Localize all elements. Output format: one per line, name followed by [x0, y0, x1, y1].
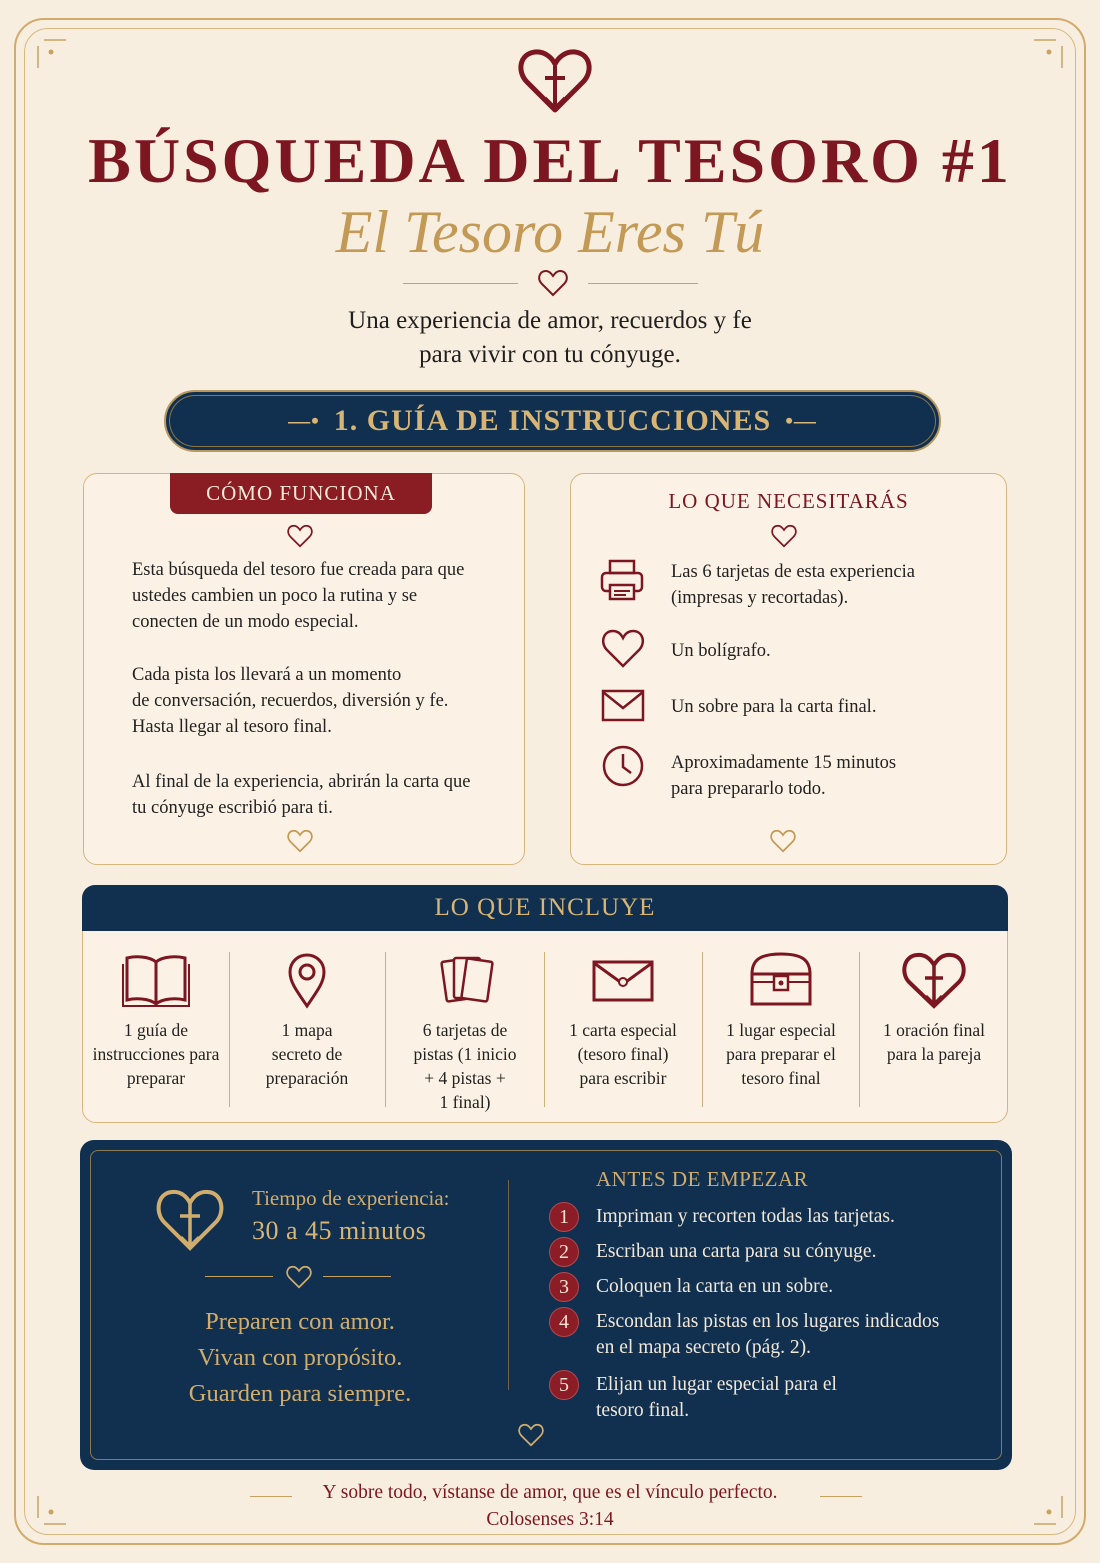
- how-it-works-tab: CÓMO FUNCIONA: [170, 473, 432, 514]
- motto-line: Guarden para siempre.: [188, 1380, 412, 1407]
- text-line: para escribir: [579, 1068, 667, 1088]
- heart-icon: [770, 829, 796, 857]
- section-banner: [164, 390, 941, 452]
- text-line: 1 carta especial: [569, 1020, 677, 1040]
- divider-line: [403, 283, 518, 284]
- heart-icon: [286, 1265, 312, 1293]
- text-line: 1 mapa: [281, 1020, 333, 1040]
- step-number-badge: 3: [549, 1272, 579, 1302]
- tagline-line: Una experiencia de amor, recuerdos y fe: [348, 307, 752, 334]
- divider-line: [205, 1276, 273, 1277]
- before-start-title: ANTES DE EMPEZAR: [596, 1167, 809, 1191]
- tagline-line: para vivir con tu cónyuge.: [419, 341, 681, 368]
- page-subtitle: El Tesoro Eres Tú: [335, 199, 765, 265]
- step-text: [596, 1309, 986, 1361]
- need-item: [671, 638, 971, 664]
- text-line: (impresas y recortadas).: [671, 588, 849, 608]
- step-text: [596, 1274, 986, 1300]
- column-divider: [229, 952, 230, 1107]
- motto-line: Preparen con amor.: [205, 1308, 395, 1335]
- letter-icon: [588, 950, 658, 1010]
- column-divider: [702, 952, 703, 1107]
- heart-icon: [287, 829, 313, 857]
- text-line: para la pareja: [886, 1044, 982, 1064]
- text-line: conecten de un modo especial.: [132, 612, 359, 632]
- included-item: [388, 950, 542, 1110]
- heart-icon: [771, 524, 797, 552]
- text-line: Elijan un lugar especial para el: [596, 1374, 837, 1395]
- text-line: Escondan las pistas en los lugares indicados: [596, 1311, 940, 1332]
- how-paragraph: [132, 769, 512, 821]
- text-line: de conversación, recuerdos, diversión y fe.: [132, 691, 449, 711]
- text-line: tesoro final.: [596, 1400, 690, 1421]
- need-item: [671, 559, 971, 611]
- text-line: instrucciones para: [92, 1044, 220, 1064]
- page-title: BÚSQUEDA DEL TESORO #1: [88, 125, 1012, 196]
- text-line: preparación: [265, 1068, 349, 1088]
- text-line: Las 6 tarjetas de esta experiencia: [671, 562, 915, 582]
- bible-verse: Y sobre todo, vístanse de amor, que es el vínculo perfecto.: [322, 1482, 778, 1503]
- corner-ornament-icon: [1034, 38, 1064, 68]
- text-line: 6 tarjetas de: [422, 1020, 508, 1040]
- included-item: [862, 950, 1006, 1110]
- step-text: [596, 1239, 986, 1265]
- divider-line: [820, 1496, 862, 1497]
- time-label: Tiempo de experiencia:: [252, 1186, 450, 1210]
- corner-ornament-icon: [36, 38, 66, 68]
- included-item: [546, 950, 700, 1110]
- step-number-badge: 2: [549, 1237, 579, 1267]
- text-line: en el mapa secreto (pág. 2).: [596, 1337, 811, 1358]
- step-number-badge: 1: [549, 1202, 579, 1232]
- heart-icon: [518, 1423, 544, 1451]
- column-divider: [385, 952, 386, 1107]
- text-line: 1 oración final: [882, 1020, 986, 1040]
- envelope-icon: [600, 683, 646, 733]
- included-title: LO QUE INCLUYE: [82, 885, 1008, 931]
- heart-icon: [287, 524, 313, 552]
- text-line: Impriman y recorten todas las tarjetas.: [596, 1206, 895, 1227]
- step-number-badge: 5: [549, 1370, 579, 1400]
- heart-cross-icon: [152, 1184, 228, 1254]
- included-item: [705, 950, 857, 1110]
- text-line: Aproximadamente 15 minutos: [671, 753, 897, 773]
- text-line: tesoro final: [741, 1068, 821, 1088]
- how-paragraph: [132, 557, 512, 635]
- verse-reference: Colosenses 3:14: [486, 1509, 614, 1530]
- included-item: [232, 950, 382, 1110]
- map-pin-icon: [272, 950, 342, 1010]
- column-divider: [859, 952, 860, 1107]
- panel-divider: [508, 1180, 509, 1390]
- text-line: ustedes cambien un poco la rutina y se: [132, 586, 418, 606]
- need-item: [671, 750, 971, 802]
- text-line: Esta búsqueda del tesoro fue creada para que: [132, 560, 465, 580]
- text-line: para prepararlo todo.: [671, 779, 826, 799]
- text-line: Al final de la experiencia, abrirán la carta que: [132, 772, 471, 792]
- time-value: 30 a 45 minutos: [252, 1216, 427, 1245]
- text-line: (tesoro final): [577, 1044, 669, 1064]
- divider-line: [588, 283, 698, 284]
- cards-icon: [430, 950, 500, 1010]
- heart-cross-icon: [515, 44, 595, 116]
- text-line: pistas (1 inicio: [413, 1044, 517, 1064]
- column-divider: [544, 952, 545, 1107]
- text-line: 1 guía de: [123, 1020, 189, 1040]
- text-line: Hasta llegar al tesoro final.: [132, 717, 332, 737]
- text-line: Escriban una carta para su cónyuge.: [596, 1241, 877, 1262]
- divider-line: [323, 1276, 391, 1277]
- included-item: [84, 950, 228, 1110]
- treasure-chest-icon: [746, 950, 816, 1010]
- how-paragraph: [132, 662, 512, 740]
- printer-icon: [599, 557, 645, 607]
- text-line: 1 lugar especial: [726, 1020, 836, 1040]
- clock-icon: [600, 743, 646, 793]
- step-text: [596, 1372, 986, 1424]
- text-line: Coloquen la carta en un sobre.: [596, 1276, 834, 1297]
- text-line: + 4 pistas +: [424, 1068, 506, 1088]
- step-number-badge: 4: [549, 1307, 579, 1337]
- text-line: Cada pista los llevará a un momento: [132, 665, 402, 685]
- text-line: tu cónyuge escribió para ti.: [132, 798, 333, 818]
- text-line: preparar: [126, 1068, 186, 1088]
- step-text: [596, 1204, 986, 1230]
- need-item: [671, 694, 971, 720]
- text-line: secreto de: [271, 1044, 343, 1064]
- heart-cross-icon: [899, 950, 969, 1010]
- book-icon: [121, 950, 191, 1010]
- text-line: Un sobre para la carta final.: [671, 697, 877, 717]
- motto-line: Vivan con propósito.: [197, 1344, 403, 1371]
- tagline: [250, 304, 850, 372]
- text-line: Un bolígrafo.: [671, 641, 771, 661]
- banner-ornament-icon: •—: [785, 408, 817, 433]
- section-banner-label: 1. GUÍA DE INSTRUCCIONES: [333, 404, 772, 437]
- heart-icon: [538, 269, 568, 297]
- what-you-need-title: LO QUE NECESITARÁS: [668, 489, 909, 513]
- banner-ornament-icon: —•: [288, 408, 320, 433]
- text-line: 1 final): [439, 1092, 491, 1112]
- heart-icon: [600, 625, 646, 675]
- text-line: para preparar el: [726, 1044, 836, 1064]
